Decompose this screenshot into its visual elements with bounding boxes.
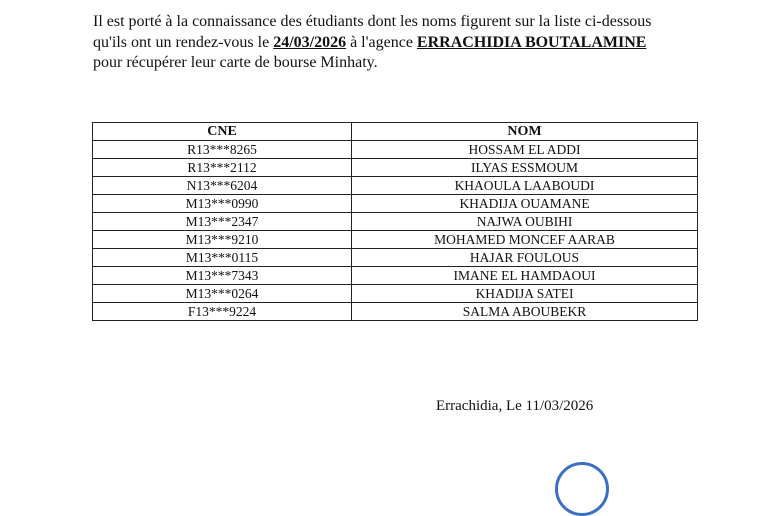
table-row bbox=[93, 249, 698, 267]
cell-cne: M13***7343 bbox=[93, 267, 352, 285]
cell-cne: M13***2347 bbox=[93, 213, 352, 231]
cell-cne: F13***9224 bbox=[93, 303, 352, 321]
cell-cne: M13***0115 bbox=[93, 249, 352, 267]
cell-nom: HAJAR FOULOUS bbox=[352, 249, 698, 267]
cell-cne: R13***8265 bbox=[93, 141, 352, 159]
notice-line-1: Il est porté à la connaissance des étudiants dont les noms figurent sur la liste ci-dessous bbox=[93, 13, 652, 30]
table-row bbox=[93, 195, 698, 213]
header-nom: NOM bbox=[352, 123, 698, 141]
cell-nom: IMANE EL HAMDAOUI bbox=[352, 267, 698, 285]
cell-nom: HOSSAM EL ADDI bbox=[352, 141, 698, 159]
cell-cne: N13***6204 bbox=[93, 177, 352, 195]
notice-paragraph bbox=[93, 12, 713, 74]
appointment-date: 24/03/2026 bbox=[273, 33, 347, 51]
table-row bbox=[93, 303, 698, 321]
place-date-signoff: Errachidia, Le 11/03/2026 bbox=[436, 398, 594, 414]
table-row bbox=[93, 159, 698, 177]
table-row bbox=[93, 267, 698, 285]
cell-nom: MOHAMED MONCEF AARAB bbox=[352, 231, 698, 249]
cell-nom: ILYAS ESSMOUM bbox=[352, 159, 698, 177]
table-row bbox=[93, 231, 698, 249]
cell-cne: M13***9210 bbox=[93, 231, 352, 249]
agency-name: ERRACHIDIA BOUTALAMINE bbox=[416, 33, 647, 51]
table-header-row bbox=[93, 123, 698, 141]
official-stamp bbox=[555, 462, 609, 516]
header-cne: CNE bbox=[93, 123, 352, 141]
cell-nom: NAJWA OUBIHI bbox=[352, 213, 698, 231]
table-row bbox=[93, 177, 698, 195]
notice-line-2-prefix: qu'ils ont un rendez-vous le bbox=[93, 33, 274, 51]
cell-nom: KHAOULA LAABOUDI bbox=[352, 177, 698, 195]
notice-line-3: pour récupérer leur carte de bourse Minhaty. bbox=[93, 54, 378, 71]
students-table bbox=[92, 122, 698, 321]
cell-cne: M13***0264 bbox=[93, 285, 352, 303]
cell-nom: KHADIJA OUAMANE bbox=[352, 195, 698, 213]
cell-cne: M13***0990 bbox=[93, 195, 352, 213]
cell-nom: SALMA ABOUBEKR bbox=[352, 303, 698, 321]
cell-nom: KHADIJA SATEI bbox=[352, 285, 698, 303]
table-row bbox=[93, 285, 698, 303]
notice-line-2-mid: à l'agence bbox=[346, 33, 417, 51]
cell-cne: R13***2112 bbox=[93, 159, 352, 177]
table-row bbox=[93, 213, 698, 231]
table-row bbox=[93, 141, 698, 159]
